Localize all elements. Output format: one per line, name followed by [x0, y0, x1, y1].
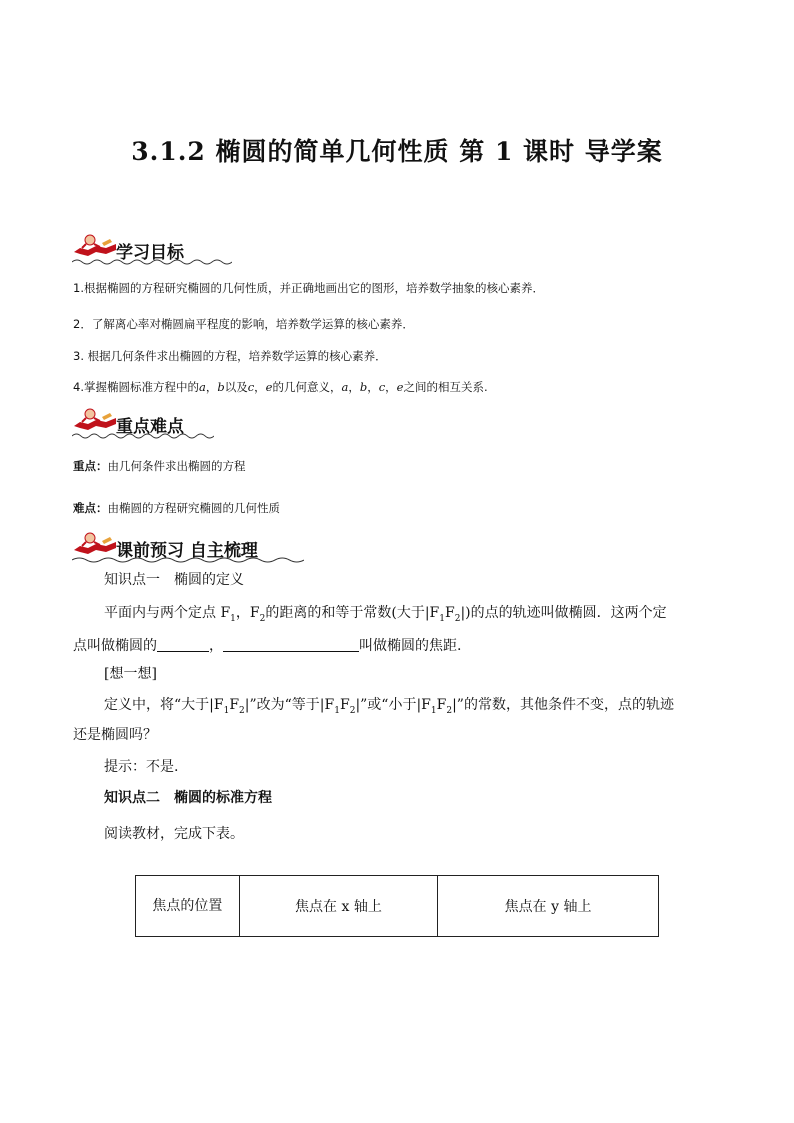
page-title: 3.1.2 椭圆的简单几何性质 第 1 课时 导学案	[131, 137, 663, 166]
goal-item-3: 3. 根据几何条件求出椭圆的方程，培养数学运算的核心素养．	[73, 349, 387, 363]
key-point-line: 重点：由几何条件求出椭圆的方程	[73, 459, 246, 473]
section-keypoints-title: 重点难点	[116, 417, 184, 437]
section-preview-title: 课前预习 自主梳理	[116, 541, 258, 561]
think-label: [想一想]	[104, 666, 157, 682]
table-header-focus-position: 焦点的位置	[136, 876, 240, 937]
read-instruction: 阅读教材，完成下表。	[104, 826, 244, 842]
section-badge-icon	[72, 408, 118, 434]
wavy-underline	[72, 556, 304, 564]
section-badge-icon	[72, 234, 118, 260]
section-goals-header	[72, 232, 242, 266]
knowledge-point-1: 知识点一 椭圆的定义	[104, 572, 244, 588]
question-line-2: 还是椭圆吗？	[73, 727, 157, 743]
difficult-point-line: 难点：由椭圆的方程研究椭圆的几何性质	[73, 501, 280, 515]
definition-line-1: 平面内与两个定点 $F_1$，$F_2$的距离的和等于常数(大于$|F_1F_2|$)的点的轨迹叫做椭圆．这两个定	[104, 605, 667, 624]
wavy-underline	[72, 432, 214, 440]
table-row	[136, 876, 659, 937]
equation-table	[135, 875, 659, 937]
section-goals-title: 学习目标	[116, 243, 184, 263]
question-line-1: 定义中，将“大于$|F_1F_2|$”改为“等于$|F_1F_2|$”或“小于$|F_1F_2|$”的常数，其他条件不变，点的轨迹	[104, 697, 674, 716]
hint-text: 提示：不是.	[104, 759, 179, 775]
fill-blank-focal-distance[interactable]	[223, 637, 359, 652]
table-header-y-axis: 焦点在 y 轴上	[438, 876, 659, 937]
definition-line-2: 点叫做椭圆的 ， 叫做椭圆的焦距.	[73, 638, 462, 654]
fill-blank-foci[interactable]	[157, 637, 209, 652]
section-badge-icon	[72, 532, 118, 558]
table-header-x-axis: 焦点在 x 轴上	[239, 876, 437, 937]
goal-item-1: 1.根据椭圆的方程研究椭圆的几何性质，并正确地画出它的图形，培养数学抽象的核心素养．	[73, 281, 544, 295]
wavy-underline	[72, 258, 232, 266]
goal-item-2: 2．了解离心率对椭圆扁平程度的影响，培养数学运算的核心素养．	[73, 317, 414, 331]
section-preview-header	[72, 530, 312, 564]
goal-item-4: 4.掌握椭圆标准方程中的a，b以及c，e的几何意义，a，b，c，e之间的相互关系.	[73, 380, 488, 394]
section-keypoints-header	[72, 406, 242, 440]
knowledge-point-2: 知识点二 椭圆的标准方程	[104, 790, 272, 806]
